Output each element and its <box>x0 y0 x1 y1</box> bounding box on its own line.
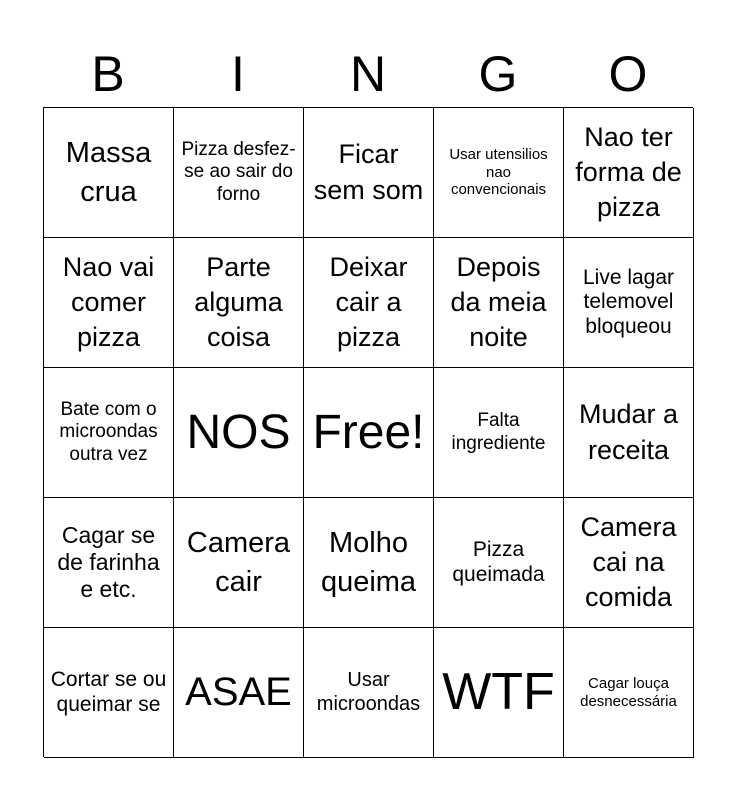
bingo-board <box>43 107 693 757</box>
bingo-cell[interactable]: Camera cai na comida <box>564 498 694 628</box>
bingo-cell[interactable]: Cagar se de farinha e etc. <box>44 498 174 628</box>
bingo-cell[interactable]: Molho queima <box>304 498 434 628</box>
bingo-cell[interactable]: Nao ter forma de pizza <box>564 108 694 238</box>
bingo-cell[interactable]: Ficar sem som <box>304 108 434 238</box>
bingo-header <box>43 40 693 108</box>
header-letter-g: G <box>478 46 518 102</box>
bingo-cell[interactable]: Cagar louça desnecessária <box>564 628 694 758</box>
header-letter-b: B <box>91 46 125 102</box>
bingo-cell[interactable]: ASAE <box>174 628 304 758</box>
header-letter-n: N <box>349 46 387 102</box>
bingo-cell[interactable]: Nao vai comer pizza <box>44 238 174 368</box>
header-letter-o: O <box>608 46 648 102</box>
bingo-cell[interactable]: Camera cair <box>174 498 304 628</box>
header-letter-i: I <box>231 46 245 102</box>
bingo-cell[interactable]: Live lagar telemovel bloqueou <box>564 238 694 368</box>
bingo-cell[interactable]: Deixar cair a pizza <box>304 238 434 368</box>
free-space-cell[interactable]: Free! <box>304 368 434 498</box>
bingo-cell[interactable]: Usar utensilios nao convencionais <box>434 108 564 238</box>
bingo-cell[interactable]: Massa crua <box>44 108 174 238</box>
bingo-cell[interactable]: WTF <box>434 628 564 758</box>
bingo-cell[interactable]: Falta ingrediente <box>434 368 564 498</box>
bingo-cell[interactable]: Mudar a receita <box>564 368 694 498</box>
bingo-cell[interactable]: Usar microondas <box>304 628 434 758</box>
bingo-cell[interactable]: Pizza queimada <box>434 498 564 628</box>
bingo-cell[interactable]: NOS <box>174 368 304 498</box>
bingo-cell[interactable]: Bate com o microondas outra vez <box>44 368 174 498</box>
bingo-cell[interactable]: Pizza desfez-se ao sair do forno <box>174 108 304 238</box>
bingo-cell[interactable]: Cortar se ou queimar se <box>44 628 174 758</box>
bingo-cell[interactable]: Depois da meia noite <box>434 238 564 368</box>
bingo-cell[interactable]: Parte alguma coisa <box>174 238 304 368</box>
